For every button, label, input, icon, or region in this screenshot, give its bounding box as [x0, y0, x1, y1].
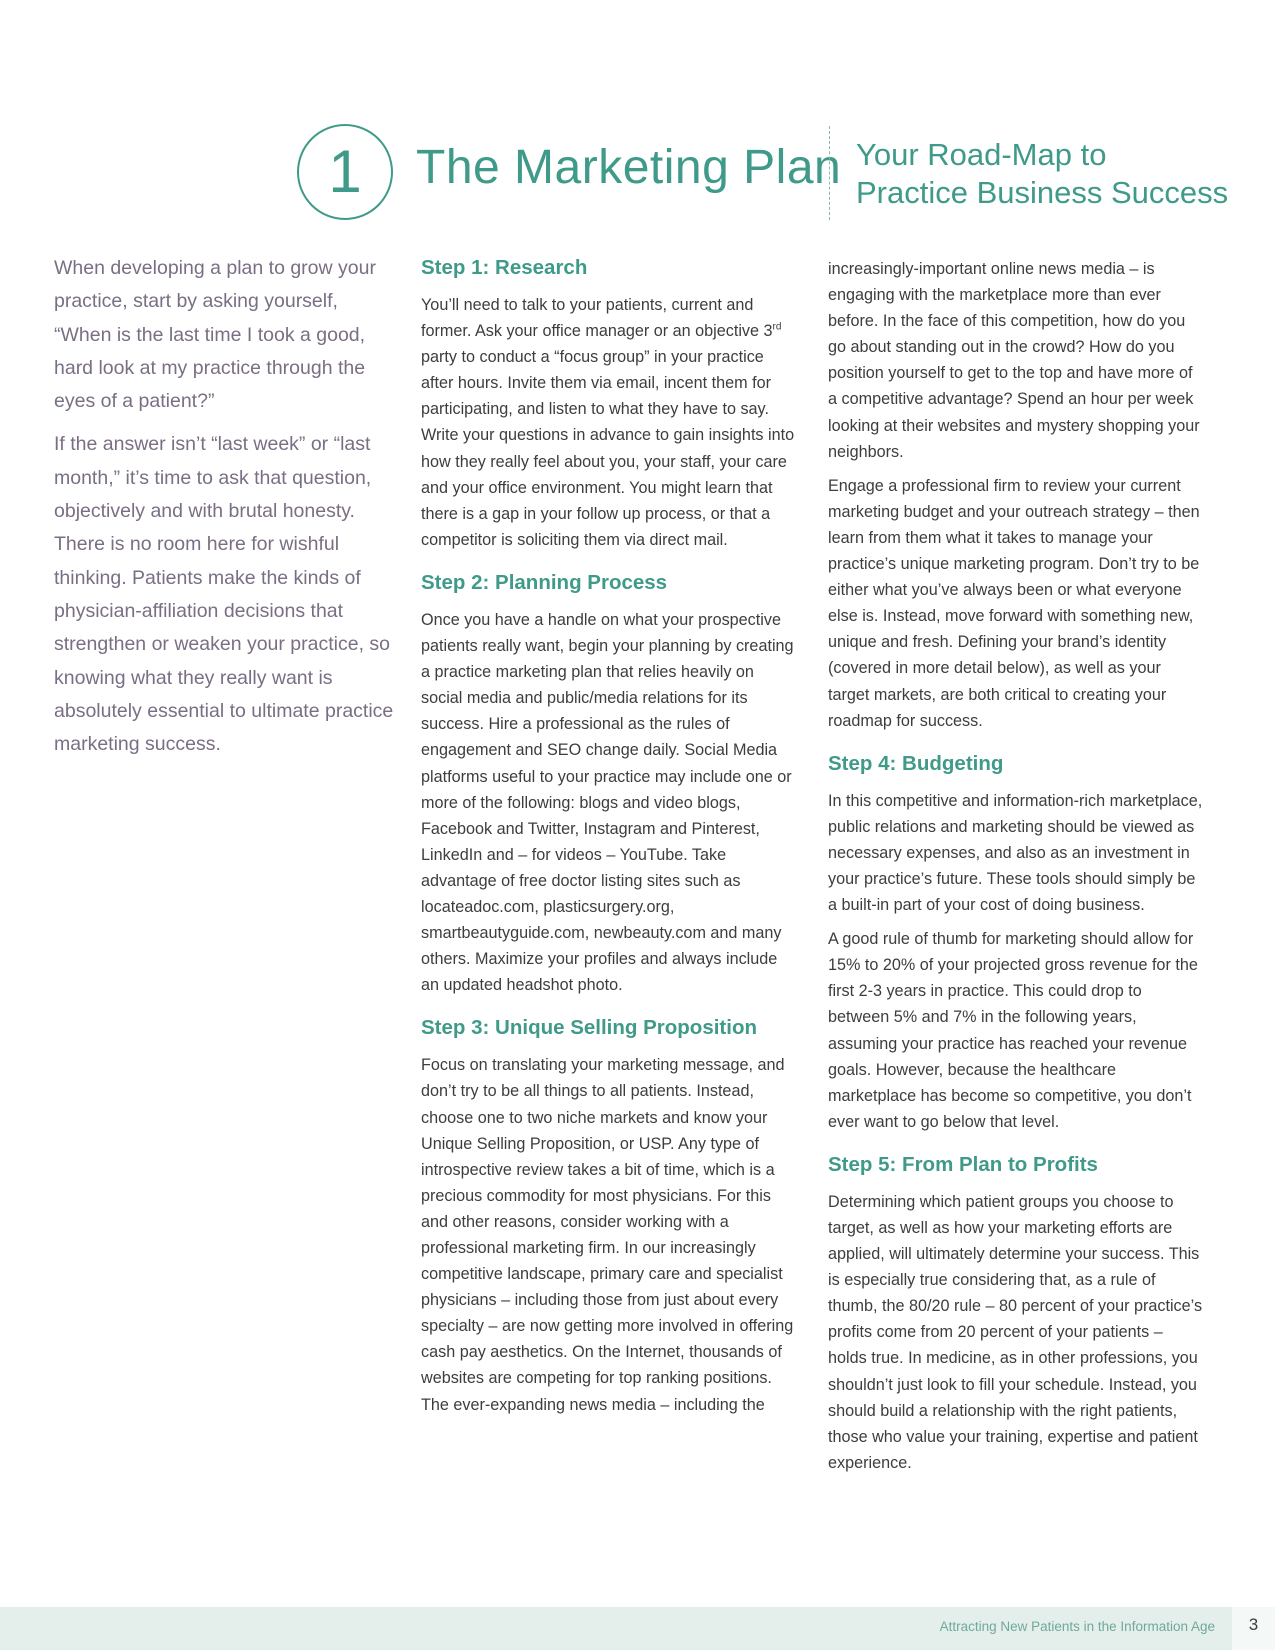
- intro-paragraph-1: When developing a plan to grow your practice, start by asking yourself, “When is the last time I took a good, hard look at my practice through the eyes of a patient?”: [54, 257, 376, 413]
- header-divider: [829, 126, 830, 220]
- page-subtitle: [856, 136, 1228, 212]
- step4-paragraph-1: In this competitive and information-rich marketplace, public relations and marketing should be viewed as necessary expenses, and also as an investment in your practice’s future. These tools should simply be a built-in part of your cost of doing business.: [828, 791, 1203, 915]
- footer-publication-title: Attracting New Patients in the Information Age: [939, 1619, 1215, 1634]
- step3-paragraph: Focus on translating your marketing message, and don’t try to be all things to all patients. Instead, choose one to two niche markets and know your Unique Selling Proposition, or USP. Any type of introspective review takes a bit of time, which is a precious commodity for most physicians. For this and other reasons, consider working with a professional marketing firm. In our increasingly competitive landscape, primary care and specialist physicians – including those from just about every specialty – are now getting more involved in offering cash pay aesthetics. On the Internet, thousands of websites are competing for top ranking positions. The ever-expanding news media – including the: [421, 1056, 794, 1414]
- step1-heading: Step 1: Research: [421, 256, 588, 279]
- page-title: The Marketing Plan: [416, 141, 842, 194]
- subtitle-line-1: Your Road-Map to: [856, 137, 1107, 172]
- subtitle-line-2: Practice Business Success: [856, 175, 1229, 210]
- middle-column: [421, 254, 796, 1426]
- page-number: 3: [1248, 1615, 1259, 1634]
- step2-heading: Step 2: Planning Process: [421, 570, 668, 594]
- step2-paragraph: Once you have a handle on what your prospective patients really want, begin your planning by creating a practice marketing plan that relies heavily on social media and public/media relations for its success. Hire a professional as the rules of engagement and SEO change daily. Social Media platforms useful to your practice may include one or more of the following: blogs and video blogs, Facebook and Twitter, Instagram and Pinterest, LinkedIn and – for videos – YouTube. Take advantage of free doctor listing sites such as locateadoc.com, plasticsurgery.org, smartbeautyguide.com, newbeauty.com and many others. Maximize your profiles and always include an updated headshot photo.: [421, 610, 794, 995]
- right-column: [828, 256, 1203, 1484]
- chapter-number: 1: [328, 138, 362, 205]
- step3-paragraph-continued: increasingly-important online news media – is engaging with the marketplace more than ever before. In the face of this competition, how do you go about standing out in the crowd? How do you position yourself to get to the top and have more of a competitive advantage? Spend an hour per week looking at their websites and mystery shopping your neighbors.: [828, 260, 1200, 461]
- step1-superscript: rd: [772, 321, 782, 333]
- step5-paragraph: Determining which patient groups you choose to target, as well as how your marketing efforts are applied, will ultimately determine your success. This is especially true considering that, as a rule of thumb, the 80/20 rule – 80 percent of your practice’s profits come from 20 percent of your patients – holds true. In medicine, as in other professions, you shouldn’t just look to fill your schedule. Instead, you should build a relationship with the right patients, those who value your training, expertise and patient experience.: [828, 1192, 1203, 1472]
- chapter-number-badge: [297, 124, 393, 220]
- step5-heading: Step 5: From Plan to Profits: [828, 1152, 1098, 1176]
- intro-paragraph-2: If the answer isn’t “last week” or “last month,” it’s time to ask that question, objectively and with brutal honesty. There is no room here for wishful thinking. Patients make the kinds of physician-affiliation decisions that strengthen or weaken your practice, so knowing what they really want is absolutely essential to ultimate practice marketing success.: [54, 433, 394, 756]
- intro-column: [54, 252, 394, 771]
- step4-heading: Step 4: Budgeting: [828, 751, 1004, 775]
- step4-paragraph-2: A good rule of thumb for marketing should allow for 15% to 20% of your projected gross revenue for the first 2-3 years in practice. This could drop to between 5% and 7% in the following years, assuming your practice has reached your revenue goals. However, because the healthcare marketplace has become so competitive, you don’t ever want to go below that level.: [828, 930, 1198, 1131]
- step3-paragraph-2: Engage a professional firm to review your current marketing budget and your outreach strategy – then learn from them what it takes to manage your practice’s unique marketing program. Don’t try to be either what you’ve always been or what everyone else is. Instead, move forward with something new, unique and fresh. Defining your brand’s identity (covered in more detail below), as well as your target markets, are both critical to creating your roadmap for success.: [828, 476, 1200, 730]
- step3-heading: Step 3: Unique Selling Proposition: [421, 1016, 757, 1040]
- step1-paragraph: You’ll need to talk to your patients, current and former. Ask your office manager or an objective 3rd party to conduct a “focus group” in your practice after hours. Invite them via email, incent them for participating, and listen to what they have to say. Write your questions in advance to gain insights into how they really feel about you, your staff, your care and your office environment. You might learn that there is a gap in your follow up process, or that a competitor is soliciting them via direct mail.: [421, 296, 795, 549]
